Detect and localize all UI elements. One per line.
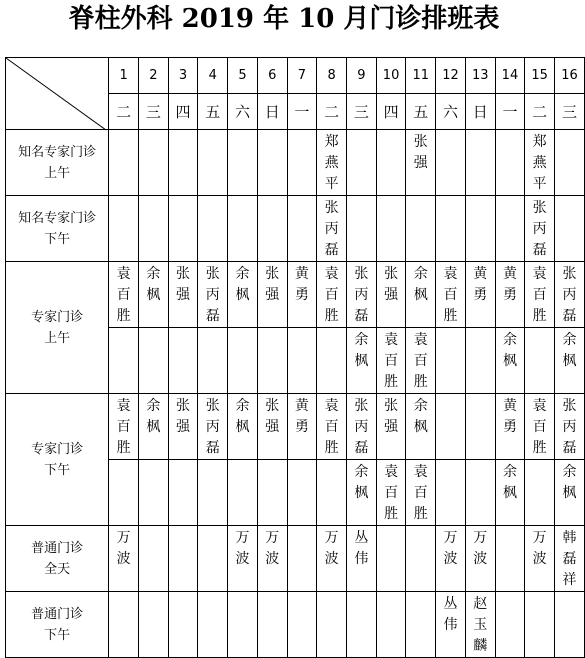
doctor-cell — [228, 328, 258, 394]
doctor-name: 张强 — [176, 266, 191, 303]
doctor-name: 张丙磊 — [354, 398, 369, 456]
doctor-cell — [228, 130, 258, 196]
doctor-name: 张丙磊 — [562, 266, 577, 324]
doctor-name: 余枫 — [562, 464, 577, 501]
doctor-cell — [347, 526, 377, 592]
doctor-name: 余枫 — [562, 332, 577, 369]
date-cell: 4 — [198, 58, 228, 94]
doctor-cell — [198, 328, 228, 394]
doctor-cell — [198, 394, 228, 460]
session-label-line: 下午 — [44, 231, 71, 247]
doctor-cell — [525, 328, 555, 394]
weekday-cell: 三 — [555, 94, 585, 130]
doctor-name: 袁百胜 — [324, 398, 339, 456]
doctor-name: 张丙磊 — [205, 398, 220, 456]
doctor-name: 郑燕平 — [324, 134, 339, 192]
doctor-cell — [138, 196, 168, 262]
date-cell: 6 — [257, 58, 287, 94]
session-label — [6, 394, 109, 526]
doctor-cell — [376, 130, 406, 196]
doctor-name: 张丙磊 — [205, 266, 220, 324]
doctor-cell — [495, 130, 525, 196]
doctor-name: 袁百胜 — [324, 266, 339, 324]
session-label-line: 普通门诊 — [31, 606, 84, 622]
doctor-name: 黄勇 — [294, 266, 309, 303]
doctor-cell — [257, 592, 287, 658]
doctor-name: 黄勇 — [502, 398, 517, 435]
doctor-cell — [317, 328, 347, 394]
doctor-name: 丛伟 — [443, 596, 458, 633]
doctor-name: 万波 — [443, 530, 458, 567]
doctor-cell — [347, 592, 377, 658]
doctor-cell — [347, 328, 377, 394]
doctor-name: 余枫 — [146, 398, 161, 435]
session-label — [6, 592, 109, 658]
doctor-name: 万波 — [116, 530, 131, 567]
doctor-name: 张强 — [384, 398, 399, 435]
doctor-cell — [525, 526, 555, 592]
doctor-cell — [406, 526, 436, 592]
doctor-cell — [168, 460, 198, 526]
doctor-cell — [436, 328, 466, 394]
doctor-cell — [138, 526, 168, 592]
doctor-cell — [347, 130, 377, 196]
weekday-cell: 一 — [495, 94, 525, 130]
page-title: 脊柱外科 2019 年 10 月门诊排班表 — [68, 4, 500, 34]
doctor-name: 万波 — [265, 530, 280, 567]
doctor-cell — [138, 592, 168, 658]
doctor-cell — [287, 526, 317, 592]
doctor-cell — [317, 262, 347, 328]
doctor-cell — [436, 196, 466, 262]
doctor-cell — [555, 328, 585, 394]
doctor-name: 袁百胜 — [116, 266, 131, 324]
doctor-name: 余枫 — [413, 266, 428, 303]
doctor-cell — [347, 262, 377, 328]
doctor-cell — [436, 394, 466, 460]
date-cell: 13 — [465, 58, 495, 94]
doctor-cell — [376, 592, 406, 658]
doctor-cell — [257, 262, 287, 328]
doctor-name: 袁百胜 — [532, 398, 547, 456]
doctor-cell — [406, 394, 436, 460]
doctor-cell — [109, 130, 139, 196]
doctor-name: 黄勇 — [294, 398, 309, 435]
diagonal-line — [6, 58, 106, 130]
doctor-name: 袁百胜 — [384, 464, 399, 522]
date-cell: 5 — [228, 58, 258, 94]
doctor-cell — [347, 394, 377, 460]
doctor-cell — [287, 394, 317, 460]
doctor-cell — [495, 592, 525, 658]
doctor-cell — [109, 394, 139, 460]
doctor-cell — [168, 262, 198, 328]
doctor-name: 郑燕平 — [532, 134, 547, 192]
doctor-cell — [228, 262, 258, 328]
doctor-cell — [406, 592, 436, 658]
doctor-cell — [555, 130, 585, 196]
doctor-cell — [168, 526, 198, 592]
weekday-cell: 六 — [228, 94, 258, 130]
date-cell: 12 — [436, 58, 466, 94]
session-label-line: 知名专家门诊 — [18, 144, 97, 160]
session-label-line: 专家门诊 — [31, 441, 84, 457]
doctor-cell — [555, 262, 585, 328]
session-label-line: 下午 — [44, 462, 71, 478]
doctor-cell — [168, 196, 198, 262]
doctor-name: 余枫 — [413, 398, 428, 435]
doctor-cell — [495, 526, 525, 592]
doctor-name: 赵玉麟 — [473, 596, 488, 654]
doctor-cell — [168, 328, 198, 394]
date-cell: 3 — [168, 58, 198, 94]
doctor-name: 袁百胜 — [384, 332, 399, 390]
session-label-line: 知名专家门诊 — [18, 210, 97, 226]
doctor-cell — [347, 460, 377, 526]
doctor-cell — [465, 526, 495, 592]
date-cell: 9 — [347, 58, 377, 94]
doctor-cell — [525, 262, 555, 328]
doctor-cell — [406, 328, 436, 394]
date-cell: 11 — [406, 58, 436, 94]
doctor-name: 万波 — [473, 530, 488, 567]
doctor-cell — [465, 196, 495, 262]
doctor-name: 余枫 — [354, 332, 369, 369]
session-label-line: 专家门诊 — [31, 309, 84, 325]
session-label — [6, 262, 109, 394]
doctor-cell — [138, 262, 168, 328]
doctor-name: 余枫 — [146, 266, 161, 303]
doctor-cell — [138, 130, 168, 196]
doctor-name: 韩磊祥 — [562, 530, 577, 588]
weekday-cell: 二 — [317, 94, 347, 130]
doctor-cell — [555, 592, 585, 658]
doctor-cell — [198, 262, 228, 328]
doctor-name: 丛伟 — [354, 530, 369, 567]
weekday-cell: 三 — [347, 94, 377, 130]
doctor-cell — [495, 394, 525, 460]
doctor-cell — [555, 526, 585, 592]
doctor-name: 余枫 — [235, 398, 250, 435]
doctor-cell — [465, 592, 495, 658]
doctor-cell — [317, 196, 347, 262]
date-cell: 7 — [287, 58, 317, 94]
doctor-cell — [287, 592, 317, 658]
doctor-cell — [465, 262, 495, 328]
date-cell: 15 — [525, 58, 555, 94]
doctor-cell — [317, 130, 347, 196]
doctor-cell — [168, 130, 198, 196]
doctor-name: 袁百胜 — [532, 266, 547, 324]
doctor-name: 张丙磊 — [354, 266, 369, 324]
doctor-name: 张丙磊 — [324, 200, 339, 258]
weekday-cell: 一 — [287, 94, 317, 130]
doctor-cell — [465, 460, 495, 526]
date-cell: 16 — [555, 58, 585, 94]
doctor-name: 万波 — [235, 530, 250, 567]
doctor-cell — [495, 196, 525, 262]
doctor-cell — [198, 130, 228, 196]
doctor-cell — [465, 328, 495, 394]
doctor-cell — [555, 460, 585, 526]
weekday-cell: 日 — [257, 94, 287, 130]
doctor-name: 袁百胜 — [413, 332, 428, 390]
doctor-name: 张丙磊 — [562, 398, 577, 456]
session-label-line: 全天 — [44, 561, 71, 577]
doctor-cell — [465, 394, 495, 460]
doctor-cell — [168, 394, 198, 460]
doctor-cell — [317, 592, 347, 658]
doctor-cell — [495, 460, 525, 526]
schedule-table — [5, 57, 585, 658]
doctor-cell — [257, 526, 287, 592]
weekday-cell: 二 — [525, 94, 555, 130]
doctor-cell — [198, 460, 228, 526]
doctor-cell — [406, 130, 436, 196]
doctor-cell — [555, 394, 585, 460]
weekday-cell: 四 — [168, 94, 198, 130]
date-cell: 2 — [138, 58, 168, 94]
doctor-cell — [287, 262, 317, 328]
doctor-cell — [347, 196, 377, 262]
doctor-cell — [495, 328, 525, 394]
doctor-cell — [198, 196, 228, 262]
doctor-cell — [287, 196, 317, 262]
session-label-line: 普通门诊 — [31, 540, 84, 556]
doctor-cell — [228, 460, 258, 526]
date-cell: 10 — [376, 58, 406, 94]
doctor-cell — [287, 130, 317, 196]
session-label — [6, 526, 109, 592]
doctor-cell — [376, 394, 406, 460]
weekday-cell: 六 — [436, 94, 466, 130]
doctor-cell — [109, 262, 139, 328]
doctor-cell — [228, 394, 258, 460]
doctor-cell — [436, 460, 466, 526]
session-label — [6, 130, 109, 196]
doctor-cell — [138, 394, 168, 460]
doctor-cell — [228, 196, 258, 262]
doctor-cell — [109, 460, 139, 526]
doctor-cell — [287, 328, 317, 394]
doctor-cell — [376, 328, 406, 394]
doctor-name: 张强 — [176, 398, 191, 435]
doctor-cell — [198, 592, 228, 658]
weekday-cell: 三 — [138, 94, 168, 130]
doctor-name: 余枫 — [354, 464, 369, 501]
doctor-cell — [228, 526, 258, 592]
doctor-name: 黄勇 — [473, 266, 488, 303]
doctor-cell — [436, 592, 466, 658]
weekday-cell: 四 — [376, 94, 406, 130]
doctor-cell — [525, 460, 555, 526]
doctor-name: 余枫 — [502, 464, 517, 501]
date-cell: 14 — [495, 58, 525, 94]
doctor-name: 张强 — [265, 398, 280, 435]
doctor-cell — [555, 196, 585, 262]
doctor-name: 袁百胜 — [443, 266, 458, 324]
doctor-cell — [465, 130, 495, 196]
doctor-cell — [406, 196, 436, 262]
doctor-cell — [109, 592, 139, 658]
doctor-cell — [257, 130, 287, 196]
weekday-cell: 五 — [198, 94, 228, 130]
doctor-cell — [525, 196, 555, 262]
session-label-line: 上午 — [44, 330, 71, 346]
doctor-cell — [109, 526, 139, 592]
doctor-name: 黄勇 — [502, 266, 517, 303]
doctor-cell — [376, 526, 406, 592]
doctor-cell — [525, 394, 555, 460]
doctor-cell — [138, 328, 168, 394]
doctor-cell — [436, 130, 466, 196]
doctor-name: 袁百胜 — [116, 398, 131, 456]
doctor-cell — [257, 328, 287, 394]
session-label — [6, 196, 109, 262]
doctor-cell — [287, 460, 317, 526]
doctor-cell — [376, 460, 406, 526]
doctor-cell — [376, 262, 406, 328]
doctor-name: 张强 — [384, 266, 399, 303]
session-label-line: 下午 — [44, 627, 71, 643]
doctor-cell — [257, 196, 287, 262]
doctor-cell — [257, 394, 287, 460]
doctor-name: 万波 — [532, 530, 547, 567]
date-cell: 8 — [317, 58, 347, 94]
doctor-cell — [317, 460, 347, 526]
doctor-cell — [317, 394, 347, 460]
doctor-cell — [376, 196, 406, 262]
doctor-cell — [406, 460, 436, 526]
doctor-cell — [525, 130, 555, 196]
session-label-line: 上午 — [44, 165, 71, 181]
corner-cell — [6, 58, 109, 130]
doctor-cell — [436, 526, 466, 592]
doctor-cell — [168, 592, 198, 658]
doctor-name: 张丙磊 — [532, 200, 547, 258]
doctor-cell — [198, 526, 228, 592]
weekday-cell: 日 — [465, 94, 495, 130]
doctor-name: 余枫 — [235, 266, 250, 303]
weekday-cell: 五 — [406, 94, 436, 130]
doctor-cell — [495, 262, 525, 328]
doctor-name: 张强 — [265, 266, 280, 303]
doctor-cell — [525, 592, 555, 658]
doctor-cell — [109, 196, 139, 262]
doctor-cell — [228, 592, 258, 658]
doctor-cell — [317, 526, 347, 592]
weekday-cell: 二 — [109, 94, 139, 130]
doctor-name: 张强 — [413, 134, 428, 171]
doctor-cell — [109, 328, 139, 394]
doctor-name: 袁百胜 — [413, 464, 428, 522]
doctor-cell — [257, 460, 287, 526]
doctor-name: 余枫 — [502, 332, 517, 369]
doctor-cell — [406, 262, 436, 328]
doctor-cell — [436, 262, 466, 328]
doctor-cell — [138, 460, 168, 526]
doctor-name: 万波 — [324, 530, 339, 567]
date-cell: 1 — [109, 58, 139, 94]
